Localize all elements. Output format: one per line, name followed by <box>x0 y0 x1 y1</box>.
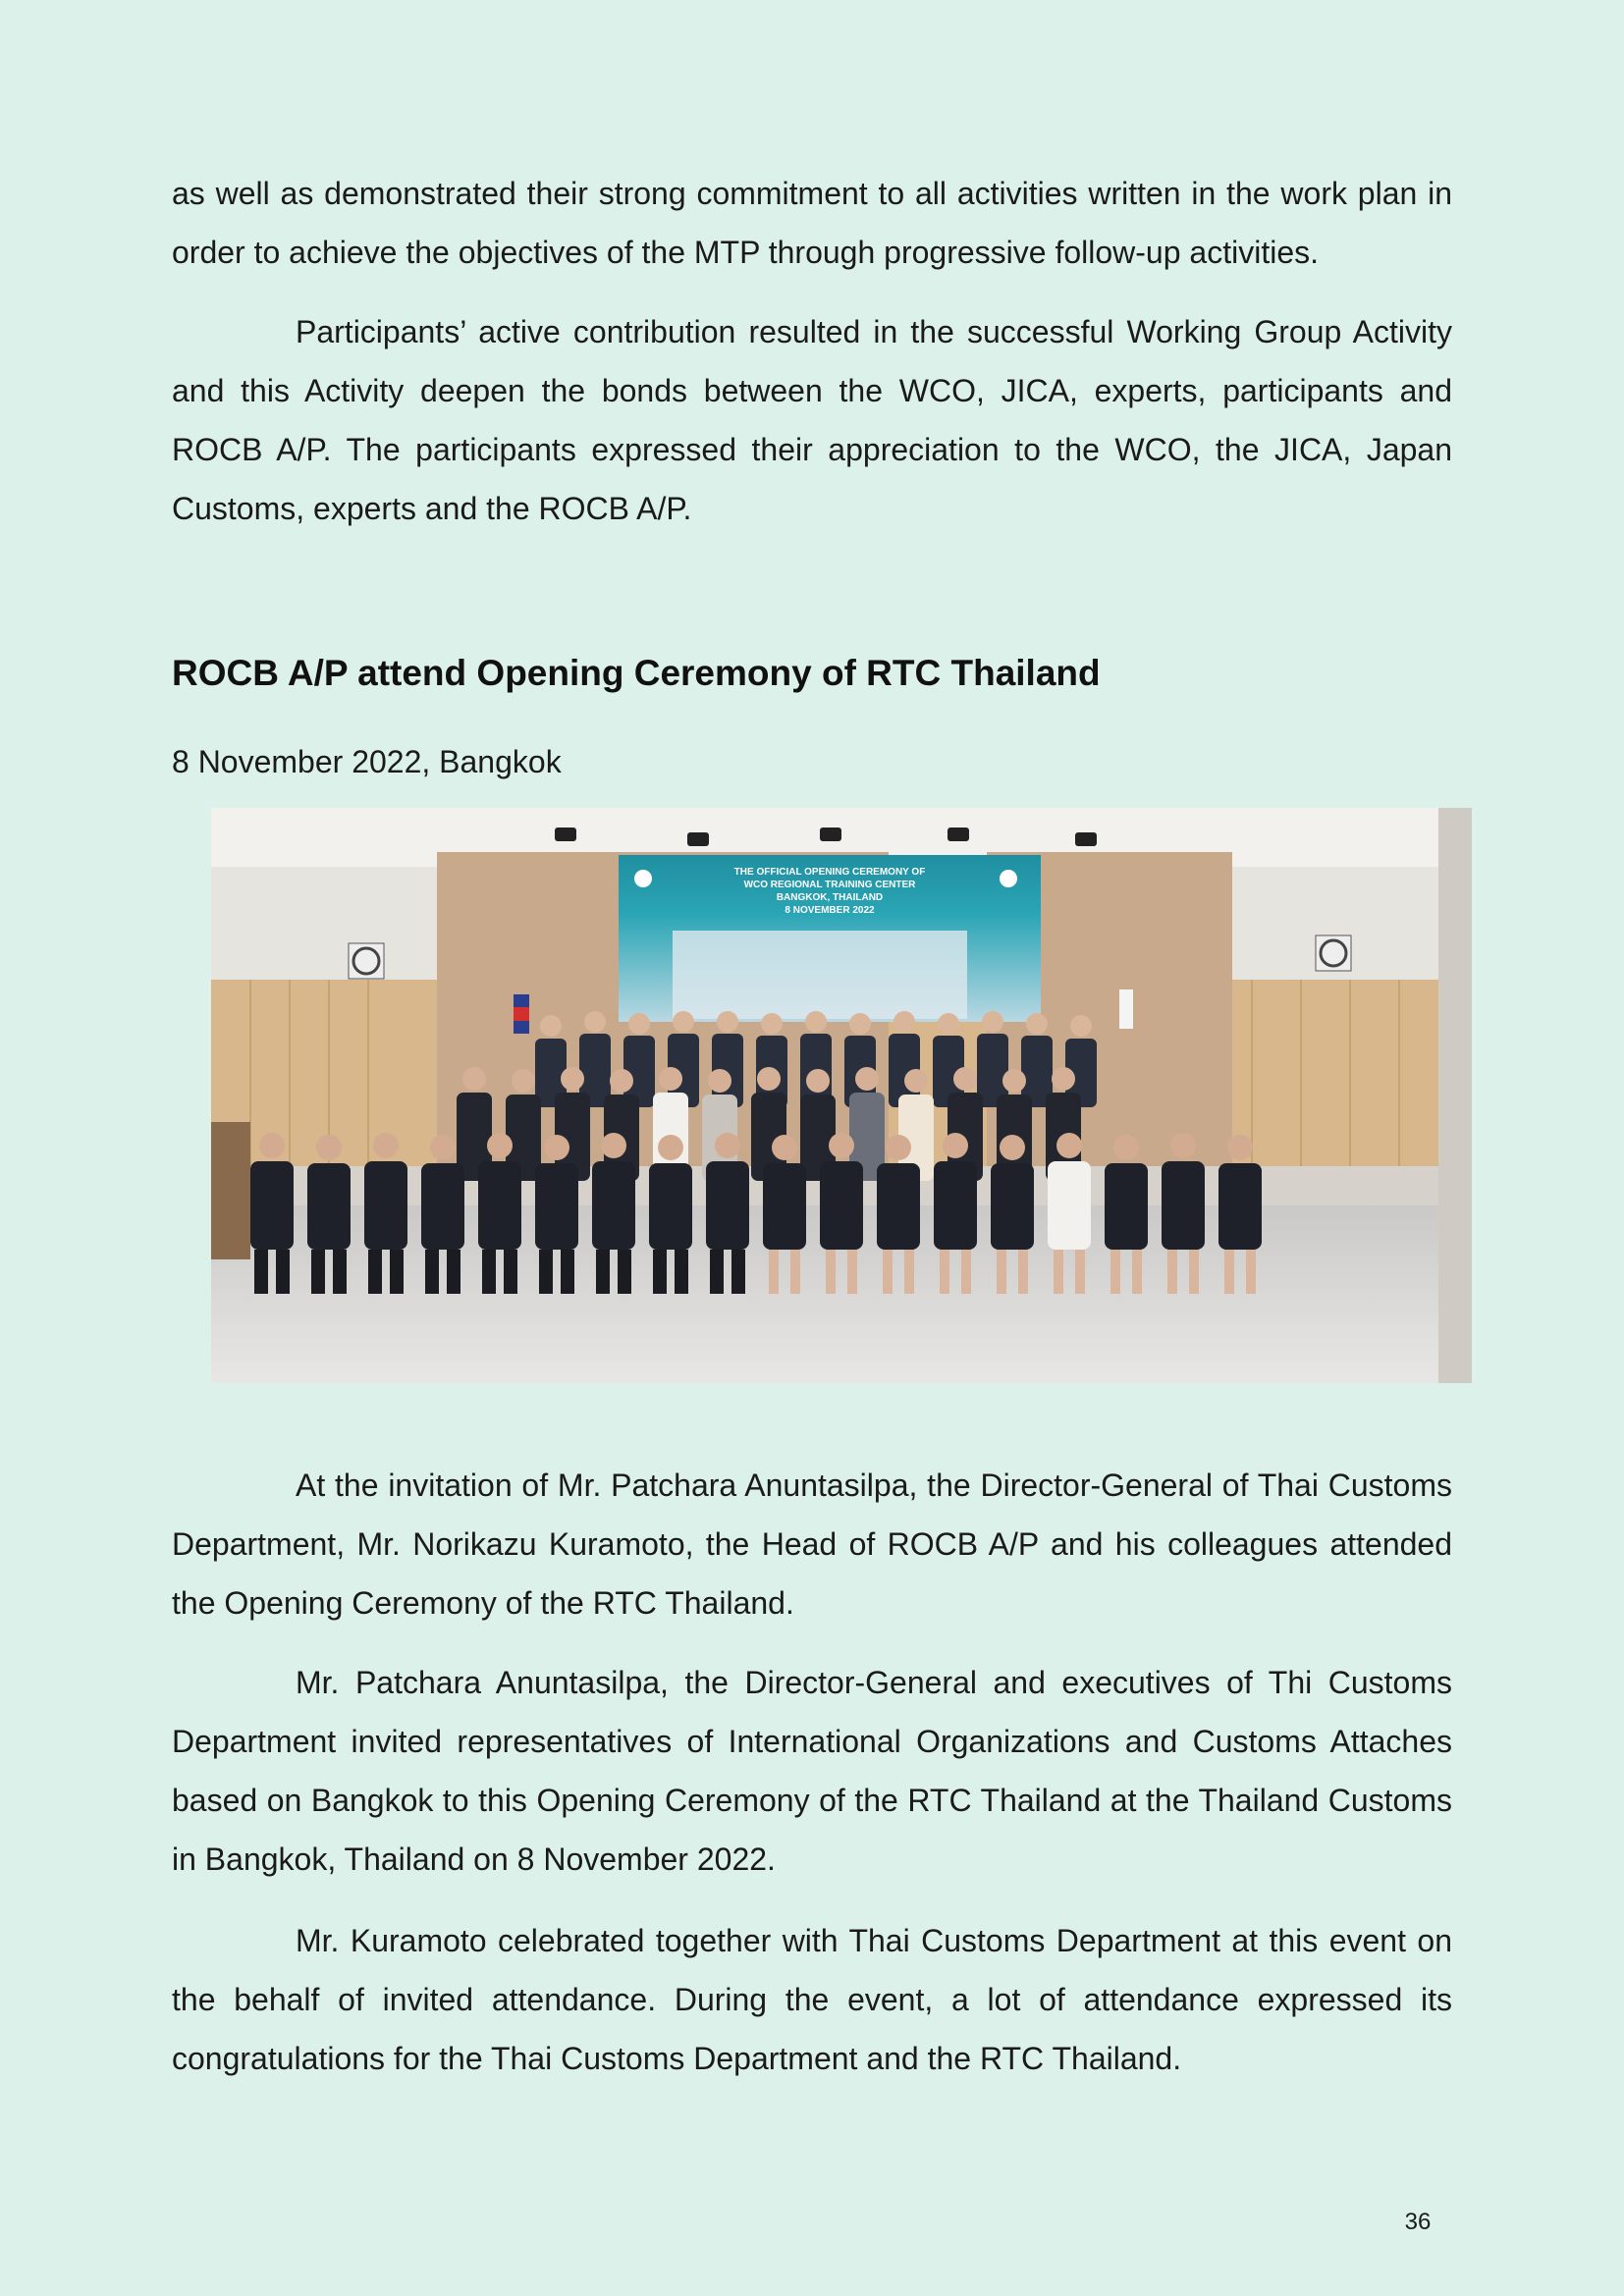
paragraph-invited-representatives: Mr. Patchara Anuntasilpa, the Director-General and executives of Thi Customs Department invited representatives of International Organizations and Customs Attaches based on Bangkok to this Opening Ceremony of the RTC Thailand at the Thailand Customs in Bangkok, Thailand on 8 November 2022. <box>172 1665 1452 1877</box>
section-dateline: 8 November 2022, Bangkok <box>172 744 562 779</box>
page-number: 36 <box>1404 2209 1432 2235</box>
paragraph-celebration: Mr. Kuramoto celebrated together with Thai Customs Department at this event on the behalf of invited attendance. During the event, a lot of attendance expressed its congratulations for the Thai Customs Department and the RTC Thailand. <box>172 1923 1452 2076</box>
group-photo-illustration <box>211 808 1472 1383</box>
paragraph-continuation: as well as demonstrated their strong commitment to all activities written in the work plan in order to achieve the objectives of the MTP through progressive follow-up activities. <box>172 176 1452 270</box>
banner-line-4: 8 NOVEMBER 2022 <box>785 905 875 916</box>
thai-customs-logo-icon <box>1000 870 1017 887</box>
paragraph-participants: Participants’ active contribution resulted in the successful Working Group Activity and this Activity deepen the bonds between the WCO, JICA, experts, participants and ROCB A/P. The participants expressed their appreciation to the WCO, the JICA, Japan Customs, experts and the ROCB A/P. <box>172 314 1452 526</box>
wco-logo-icon <box>634 870 652 887</box>
banner-line-1: THE OFFICIAL OPENING CEREMONY OF <box>733 867 926 878</box>
banner-line-3: BANGKOK, THAILAND <box>776 892 884 903</box>
group-photo <box>211 808 1472 1383</box>
banner-line-2: WCO REGIONAL TRAINING CENTER <box>743 880 916 890</box>
paragraph-invitation: At the invitation of Mr. Patchara Anuntasilpa, the Director-General of Thai Customs Department, Mr. Norikazu Kuramoto, the Head of ROCB A/P and his colleagues attended the Opening Ceremony of the RTC Thailand. <box>172 1468 1452 1621</box>
section-heading: ROCB A/P attend Opening Ceremony of RTC Thailand <box>172 653 1101 693</box>
